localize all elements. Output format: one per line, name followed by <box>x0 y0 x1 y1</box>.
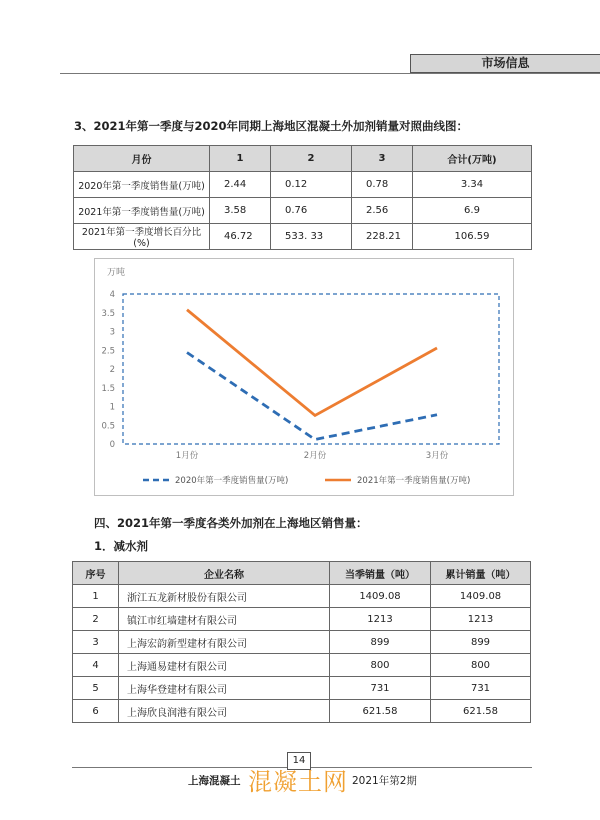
header-cell: 1 <box>210 146 271 172</box>
table-cell: 上海欣良润港有限公司 <box>119 700 330 723</box>
table-cell: 2.44 <box>210 172 271 198</box>
table-cell: 上海华登建材有限公司 <box>119 677 330 700</box>
section4-subtitle: 1．减水剂 <box>94 539 149 553</box>
table-cell: 0.76 <box>271 198 352 224</box>
table-cell: 899 <box>431 631 531 654</box>
section4-title: 四、2021年第一季度各类外加剂在上海地区销售量： <box>94 516 368 530</box>
table-cell: 2.56 <box>352 198 413 224</box>
table-row <box>73 677 531 700</box>
table-cell: 533. 33 <box>271 224 352 250</box>
header-cell: 当季销量（吨） <box>330 562 431 585</box>
chart-canvas <box>95 259 513 495</box>
table-cell: 0.78 <box>352 172 413 198</box>
table-cell: 镇江市红墙建材有限公司 <box>119 608 330 631</box>
table-row <box>73 700 531 723</box>
y-tick-label: 2.5 <box>101 346 115 357</box>
table-cell: 1213 <box>431 608 531 631</box>
table-row <box>73 631 531 654</box>
table-row <box>74 198 532 224</box>
table-cell: 上海宏韵新型建材有限公司 <box>119 631 330 654</box>
header-cell: 企业名称 <box>119 562 330 585</box>
table-cell: 800 <box>431 654 531 677</box>
header-cell: 2 <box>271 146 352 172</box>
header-rule <box>60 73 600 74</box>
table-cell: 3 <box>73 631 119 654</box>
y-tick-label: 0.5 <box>101 421 115 432</box>
table-cell: 2 <box>73 608 119 631</box>
table-cell: 6 <box>73 700 119 723</box>
table-cell: 1 <box>73 585 119 608</box>
header-cell: 合计(万吨) <box>413 146 532 172</box>
table-cell: 621.58 <box>431 700 531 723</box>
table-cell: 731 <box>431 677 531 700</box>
page-number: 14 <box>287 752 311 770</box>
legend-label: 2020年第一季度销售量(万吨) <box>175 476 289 486</box>
table-cell: 106.59 <box>413 224 532 250</box>
footer-issue: 2021年第2期 <box>352 775 417 787</box>
table-cell: 800 <box>330 654 431 677</box>
footer-journal-name: 上海混凝土 <box>188 775 241 787</box>
y-tick-label: 3 <box>109 327 115 338</box>
table-cell: 1409.08 <box>431 585 531 608</box>
y-tick-label: 1.5 <box>101 383 115 394</box>
table-cell: 3.58 <box>210 198 271 224</box>
section-tab: 市场信息 <box>410 54 600 73</box>
table-cell: 6.9 <box>413 198 532 224</box>
table-cell: 浙江五龙新材股份有限公司 <box>119 585 330 608</box>
sales-line-chart <box>94 258 514 496</box>
watermark: 混凝土网 <box>248 768 348 796</box>
header-cell: 3 <box>352 146 413 172</box>
y-tick-label: 2 <box>109 365 115 375</box>
section3-title: 3、2021年第一季度与2020年同期上海地区混凝土外加剂销量对照曲线图： <box>74 119 469 133</box>
y-tick-label: 4 <box>109 290 115 300</box>
table-cell: 3.34 <box>413 172 532 198</box>
header-cell: 累计销量（吨） <box>431 562 531 585</box>
x-tick-label: 3月份 <box>425 451 449 461</box>
legend-label: 2021年第一季度销售量(万吨) <box>357 476 471 486</box>
table-row <box>74 172 532 198</box>
table-row <box>73 608 531 631</box>
table-cell: 731 <box>330 677 431 700</box>
table-cell: 上海通易建材有限公司 <box>119 654 330 677</box>
comparison-table <box>73 145 532 250</box>
row-label: 2021年第一季度销售量(万吨) <box>74 198 210 224</box>
table-cell: 621.58 <box>330 700 431 723</box>
row-label: 2021年第一季度增长百分比(%) <box>74 224 210 250</box>
series-line-1 <box>187 353 437 440</box>
x-tick-label: 1月份 <box>175 451 199 461</box>
row-label: 2020年第一季度销售量(万吨) <box>74 172 210 198</box>
sales-ranking-table <box>72 561 531 723</box>
table-row <box>73 654 531 677</box>
table-cell: 1409.08 <box>330 585 431 608</box>
table-cell: 46.72 <box>210 224 271 250</box>
series-line-2 <box>187 310 437 416</box>
table-row <box>74 224 532 250</box>
table-cell: 0.12 <box>271 172 352 198</box>
y-tick-label: 3.5 <box>101 308 115 319</box>
table-cell: 5 <box>73 677 119 700</box>
header-cell: 序号 <box>73 562 119 585</box>
table-header-row <box>74 146 532 172</box>
y-tick-label: 0 <box>109 440 115 450</box>
table-cell: 4 <box>73 654 119 677</box>
header-cell: 月份 <box>74 146 210 172</box>
table-header-row <box>73 562 531 585</box>
plot-area-border <box>123 294 499 444</box>
table-cell: 899 <box>330 631 431 654</box>
table-cell: 1213 <box>330 608 431 631</box>
x-tick-label: 2月份 <box>303 451 327 461</box>
table-row <box>73 585 531 608</box>
table-cell: 228.21 <box>352 224 413 250</box>
y-tick-label: 1 <box>109 402 115 413</box>
y-axis-label: 万吨 <box>107 268 126 278</box>
